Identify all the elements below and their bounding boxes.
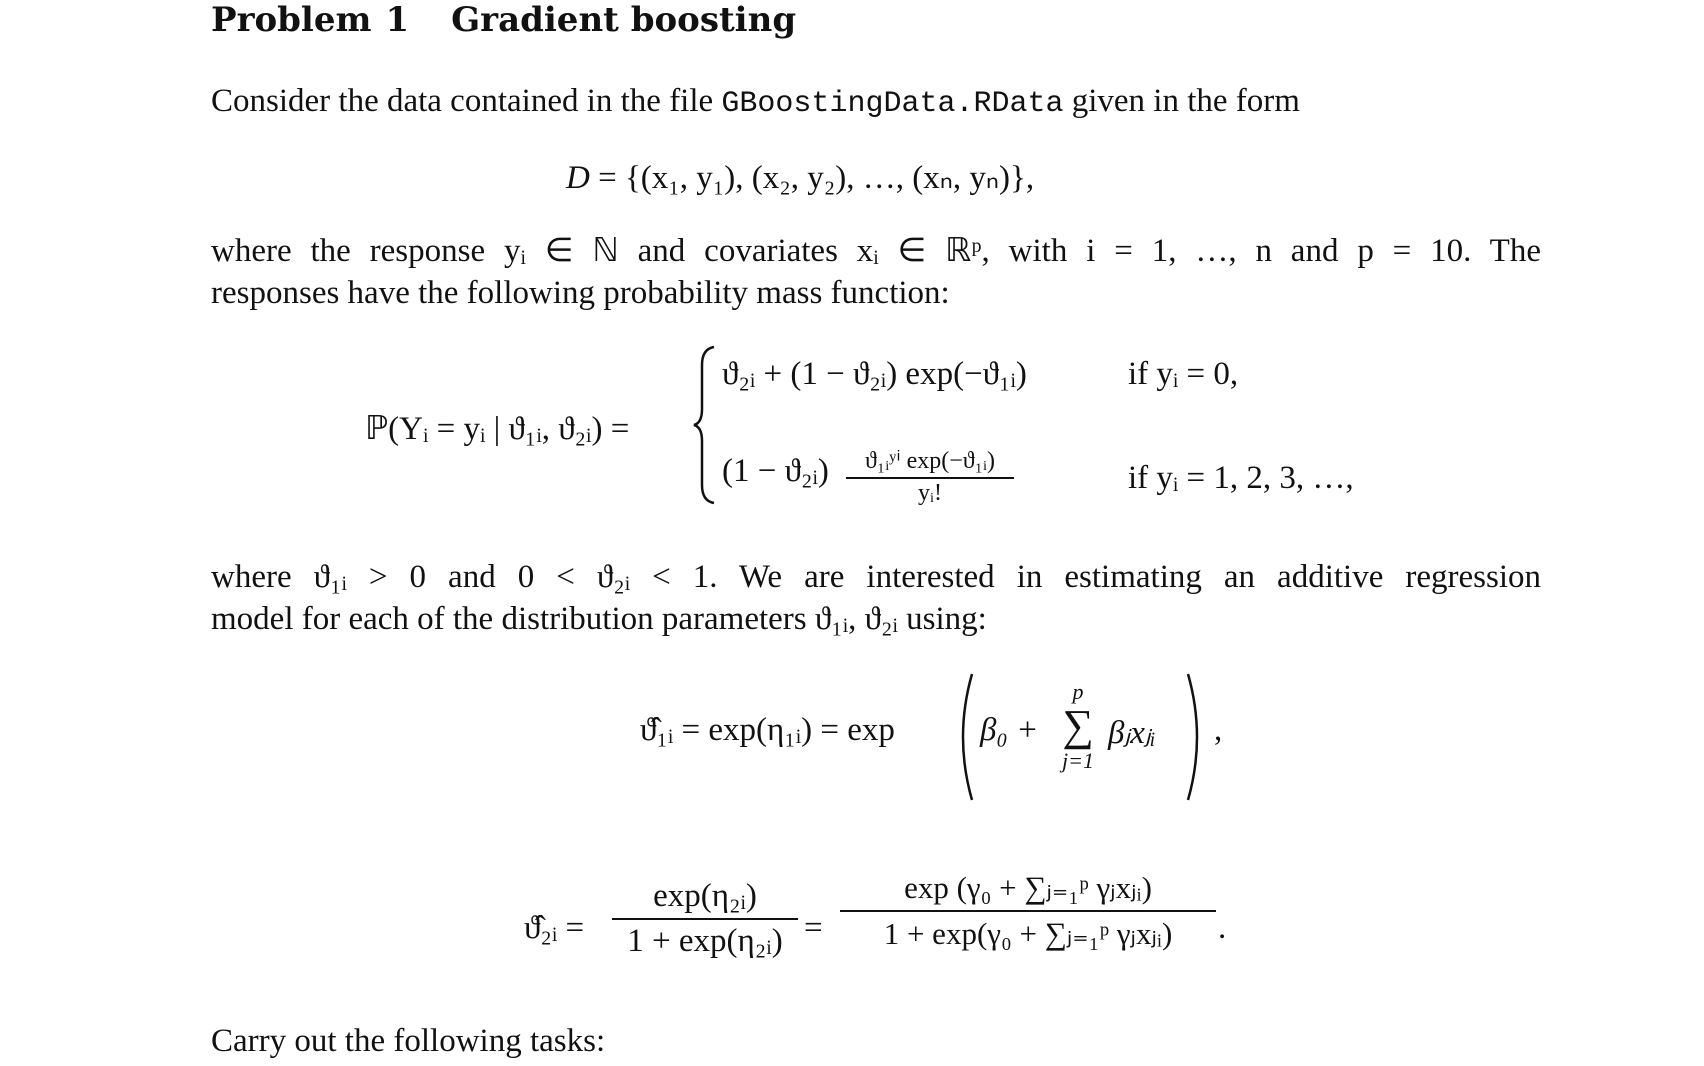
theta1-sum [1052,680,1104,774]
intro-text-before: Consider the data contained in the file [211,83,714,119]
definition-line-1: where the response yᵢ ∈ ℕ and covariates xᵢ ∈ ℝᵖ, with i = 1, …, n and p = 10. The [211,233,1541,269]
pmf-fraction-bar [846,477,1014,479]
parameter-paragraph [211,556,1541,640]
fraction-1-bar [612,918,798,920]
theta1-lhs: ϑ̂₁ᵢ = exp(η₁ᵢ) = exp [640,712,895,748]
parameter-line-1: where ϑ₁ᵢ > 0 and 0 < ϑ₂ᵢ < 1. We are interested in estimating an additive regression [211,559,1541,595]
pmf-fraction-numerator: ϑ₁ᵢʸⁱ exp(−ϑ₁ᵢ) [865,448,995,474]
problem-title: Gradient boosting [451,0,797,40]
pmf-case-positive-condition: if yᵢ = 1, 2, 3, …, [1128,460,1354,496]
theta1-term: βⱼxⱼᵢ [1108,715,1156,751]
pmf-case-zero: ϑ₂ᵢ + (1 − ϑ₂ᵢ) exp(−ϑ₁ᵢ) [722,356,1027,392]
pmf-fraction [846,446,1014,507]
dataset-set: = {(x₁, y₁), (x₂, y₂), …, (xₙ, yₙ)}, [598,160,1035,196]
theta2-lhs: ϑ̂₂ᵢ = [524,910,585,946]
left-paren [950,672,976,802]
theta1-trail: , [1214,712,1223,748]
theta2-fraction-2 [840,870,1216,952]
pmf-case-positive-prefix: (1 − ϑ₂ᵢ) [722,453,829,489]
intro-paragraph [211,80,1541,125]
right-paren [1184,672,1210,802]
theta1-beta0: β₀ + [980,712,1039,748]
data-filename: GBoostingData.RData [721,87,1064,121]
tasks-intro: Carry out the following tasks: [211,1023,606,1059]
problem-number: 1 [385,0,410,40]
definition-paragraph [211,230,1541,314]
fraction-1-denominator: 1 + exp(η₂ᵢ) [627,923,783,959]
pmf-lhs: ℙ(Yᵢ = yᵢ | ϑ₁ᵢ, ϑ₂ᵢ) = [365,411,630,447]
dataset-symbol: D [566,160,590,196]
theta2-fraction-1 [612,878,798,960]
problem-label: Problem [211,0,372,40]
sum-lower-limit: j=1 [1062,748,1094,773]
theta2-trail: . [1218,910,1227,946]
fraction-2-numerator: exp (γ₀ + ∑ⱼ₌₁ᵖ γⱼxⱼᵢ) [904,870,1152,905]
theta2-equals: = [804,910,823,946]
parameter-line-2: model for each of the distribution parameters ϑ₁ᵢ, ϑ₂ᵢ using: [211,601,987,637]
pmf-case-zero-condition: if yᵢ = 0, [1128,356,1239,392]
cases-brace [690,345,720,505]
pmf-fraction-denominator: yᵢ! [918,480,942,506]
definition-line-2: responses have the following probability mass function: [211,275,950,311]
intro-text-after: given in the form [1071,83,1300,119]
problem-heading [211,0,796,40]
sum-symbol: ∑ [1062,701,1094,750]
sum-upper-limit: p [1072,679,1084,704]
fraction-2-bar [840,910,1216,912]
dataset-equation [566,157,1034,197]
fraction-1-numerator: exp(η₂ᵢ) [653,878,757,914]
fraction-2-denominator: 1 + exp(γ₀ + ∑ⱼ₌₁ᵖ γⱼxⱼᵢ) [883,916,1173,951]
